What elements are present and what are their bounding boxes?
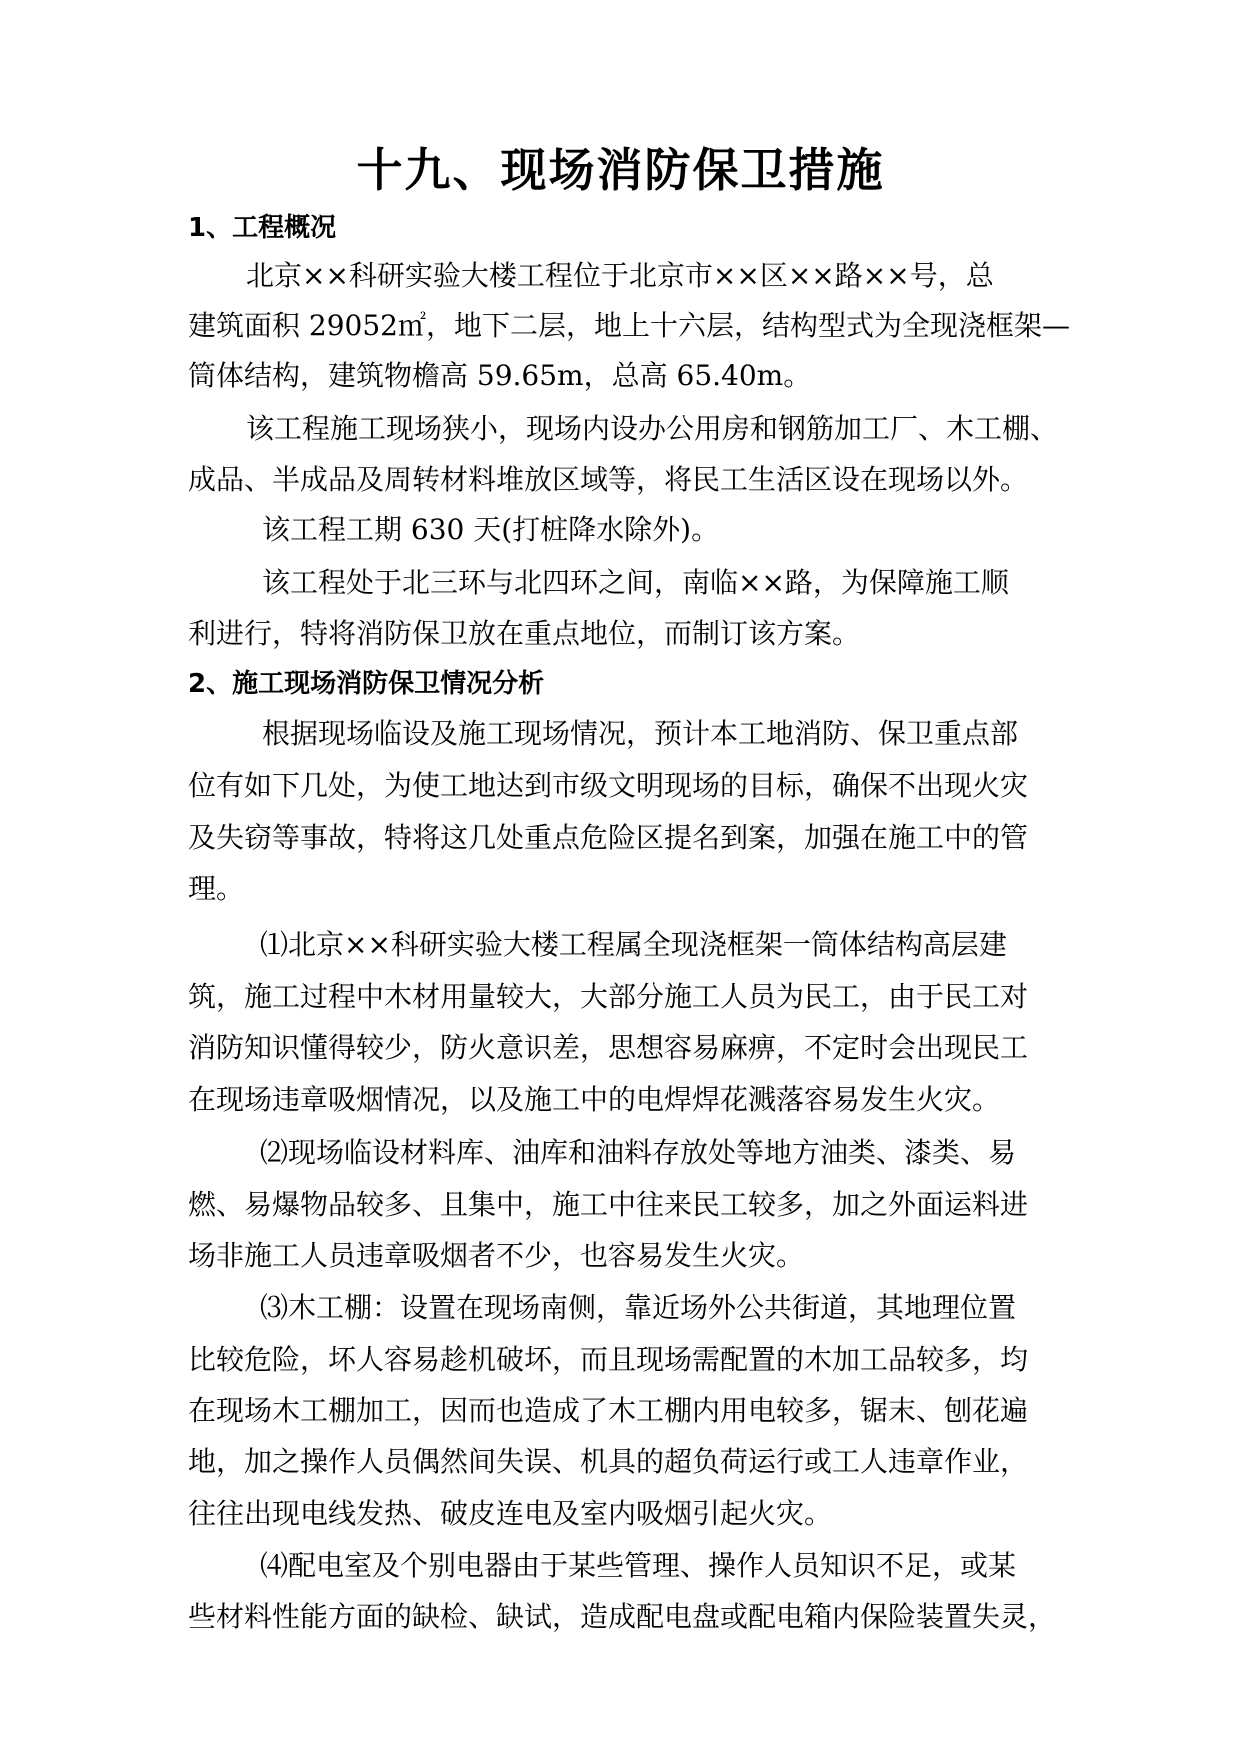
paragraph-line: 地，加之操作人员偶然间失误、机具的超负荷运行或工人违章作业，: [188, 1445, 1029, 1478]
paragraph-line: 燃、易爆物品较多、且集中，施工中往来民工较多，加之外面运料进: [188, 1188, 1029, 1221]
paragraph-line: 该工程施工现场狭小，现场内设办公用房和钢筋加工厂、木工棚、: [246, 412, 1059, 445]
section-heading: 2、施工现场消防保卫情况分析: [188, 669, 545, 699]
paragraph-line: 筒体结构，建筑物檐高 59.65m，总高 65.40m。: [188, 359, 812, 392]
paragraph-line: ⑶木工棚：设置在现场南侧，靠近场外公共街道，其地理位置: [260, 1291, 1017, 1324]
paragraph-line: ⑷配电室及个别电器由于某些管理、操作人员知识不足，或某: [260, 1549, 1017, 1582]
paragraph-line: 成品、半成品及周转材料堆放区域等，将民工生活区设在现场以外。: [188, 463, 1029, 496]
paragraph-line: 场非施工人员违章吸烟者不少，也容易发生火灾。: [188, 1239, 805, 1272]
paragraph-line: 利进行，特将消防保卫放在重点地位，而制订该方案。: [188, 617, 861, 650]
section-heading: 1、工程概况: [188, 213, 337, 243]
paragraph-line: 北京××科研实验大楼工程位于北京市××区××路××号，总: [246, 259, 994, 292]
paragraph-line: 在现场木工棚加工，因而也造成了木工棚内用电较多，锯末、刨花遍: [188, 1394, 1029, 1427]
paragraph-line: 根据现场临设及施工现场情况，预计本工地消防、保卫重点部: [262, 717, 1019, 750]
paragraph-line: 该工程处于北三环与北四环之间，南临××路，为保障施工顺: [262, 566, 1009, 599]
paragraph-line: 往往出现电线发热、破皮连电及室内吸烟引起火灾。: [188, 1497, 833, 1530]
paragraph-line: ⑴北京××科研实验大楼工程属全现浇框架一筒体结构高层建: [260, 928, 1007, 961]
paragraph-line: 在现场违章吸烟情况，以及施工中的电焊焊花溅落容易发生火灾。: [188, 1083, 1001, 1116]
paragraph-line: 位有如下几处，为使工地达到市级文明现场的目标，确保不出现火灾: [188, 769, 1029, 802]
paragraph-line: 该工程工期 630 天(打桩降水除外)。: [262, 513, 720, 546]
paragraph-line: ⑵现场临设材料库、油库和油料存放处等地方油类、漆类、易: [260, 1136, 1017, 1169]
paragraph-line: 建筑面积 29052㎡，地下二层，地上十六层，结构型式为全现浇框架—: [188, 309, 1070, 342]
paragraph-line: 理。: [188, 872, 245, 905]
paragraph-line: 及失窃等事故，特将这几处重点危险区提名到案，加强在施工中的管: [188, 821, 1029, 854]
paragraph-line: 筑，施工过程中木材用量较大，大部分施工人员为民工，由于民工对: [188, 980, 1029, 1013]
paragraph-line: 消防知识懂得较少，防火意识差，思想容易麻痹，不定时会出现民工: [188, 1031, 1029, 1064]
paragraph-line: 些材料性能方面的缺检、缺试，造成配电盘或配电箱内保险装置失灵，: [188, 1600, 1057, 1633]
paragraph-line: 比较危险，坏人容易趁机破坏，而且现场需配置的木加工品较多，均: [188, 1343, 1029, 1376]
page-title: 十九、现场消防保卫措施: [356, 143, 885, 197]
